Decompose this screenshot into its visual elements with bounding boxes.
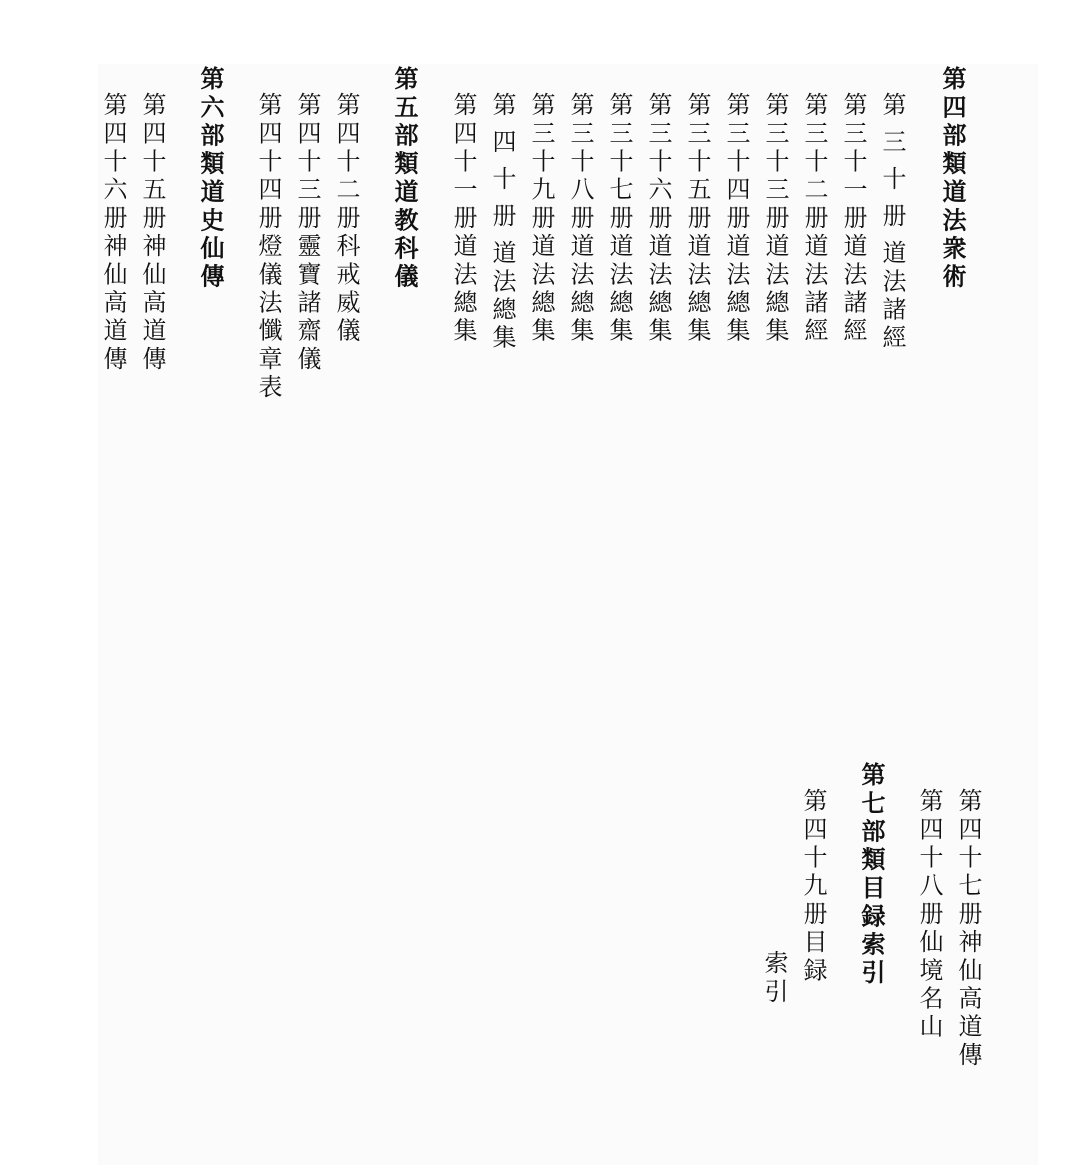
section-heading-5 [386, 66, 444, 292]
volume-title: 神仙高道傳 [99, 233, 127, 374]
volume-number: 第四十八册 [915, 788, 943, 929]
volume-title: 道法總集 [722, 233, 750, 346]
volume-title: 目録 [799, 929, 827, 986]
volume-number: 第三十九册 [527, 92, 555, 233]
volume-title: 道法諸經 [800, 233, 828, 346]
volume-number: 第四十六册 [99, 92, 127, 233]
volume-number: 第三十六册 [644, 92, 672, 233]
volume-number: 第三十一册 [839, 92, 867, 233]
volume-title: 道法諸經 [839, 233, 867, 346]
section-title: 道史仙傳 [196, 178, 224, 292]
section-label: 第五部類 [390, 66, 418, 179]
section-label: 第七部類 [857, 762, 885, 875]
volume-number: 第三十八册 [566, 92, 594, 233]
volume-title: 道法總集 [644, 233, 672, 346]
volume-number: 第三十二册 [800, 92, 828, 233]
volume-title: 神仙高道傳 [138, 233, 166, 374]
volume-entry-46 [95, 92, 147, 374]
volume-title: 燈儀法懺章表 [254, 233, 282, 403]
volume-number: 第四十九册 [799, 788, 827, 929]
volume-title: 道法總集 [683, 233, 711, 346]
index-title: 索引 [760, 950, 788, 1007]
volume-entry-49 [795, 788, 847, 985]
section-label: 第六部類 [196, 66, 224, 179]
volume-title: 靈寶諸齋儀 [293, 233, 321, 374]
volume-title: 道法總集 [761, 233, 789, 346]
volume-title: 道法總集 [605, 233, 633, 346]
volume-number: 第三十七册 [605, 92, 633, 233]
volume-entry-41 [445, 92, 497, 346]
volume-number: 第三十册 [878, 92, 906, 240]
volume-number: 第三十五册 [683, 92, 711, 233]
volume-number: 第四十四册 [254, 92, 282, 233]
volume-title: 仙境名山 [915, 929, 943, 1042]
section-title: 道教科儀 [390, 178, 418, 292]
section-heading-7 [853, 762, 911, 988]
volume-title: 科戒威儀 [332, 233, 360, 346]
volume-entry-44 [250, 92, 302, 402]
volume-number: 第四十五册 [138, 92, 166, 233]
volume-title: 道法總集 [566, 233, 594, 346]
volume-title: 神仙高道傳 [954, 929, 982, 1070]
volume-number: 第四十册 [488, 92, 516, 240]
volume-number: 第四十一册 [449, 92, 477, 233]
volume-title: 道法總集 [449, 233, 477, 346]
volume-number: 第三十三册 [761, 92, 789, 233]
index-entry [756, 950, 792, 1006]
volume-title: 道法諸經 [878, 240, 906, 353]
volume-number: 第四十七册 [954, 788, 982, 929]
volume-entry-48 [911, 788, 963, 1042]
volume-number: 第四十三册 [293, 92, 321, 233]
volume-number: 第四十二册 [332, 92, 360, 233]
volume-title: 道法總集 [527, 233, 555, 346]
section-heading-6 [192, 66, 250, 292]
section-heading-4 [934, 66, 992, 292]
volume-number: 第三十四册 [722, 92, 750, 233]
section-label: 第四部類 [938, 66, 966, 179]
section-title: 道法衆術 [938, 178, 966, 292]
section-title: 目録索引 [857, 874, 885, 988]
volume-title: 道法總集 [488, 240, 516, 353]
